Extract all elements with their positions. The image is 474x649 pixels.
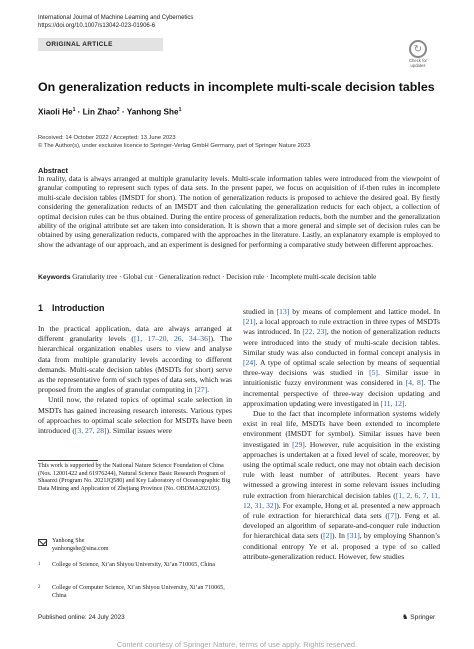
author-name[interactable]: Xiaoli He <box>38 107 73 117</box>
author-name[interactable]: Yanhong She <box>126 107 179 117</box>
copyright-notice: © The Author(s), under exclusive licence to Springer-Verlag GmbH Germany, part of Springer Nature 2023 <box>38 143 311 150</box>
keyword-item: Granularity tree <box>72 273 118 281</box>
affiliation-number: 1 <box>38 562 41 567</box>
body-text: In the practical application, data are always arranged at different granularity levels ( <box>38 324 232 344</box>
keywords-label: Keywords <box>38 274 71 281</box>
body-paragraph <box>243 307 440 409</box>
article-type-label: ORIGINAL ARTICLE <box>38 38 163 51</box>
citation-link[interactable]: [31] <box>347 531 360 541</box>
citation-link[interactable]: [1, 17–20, 26, 34–36] <box>133 334 211 344</box>
check-for-updates-label: Check for updates <box>409 58 427 68</box>
citation-link[interactable]: [29] <box>292 439 305 449</box>
body-paragraph <box>38 324 232 395</box>
author-affiliation-mark: 1 <box>178 107 182 113</box>
springer-horse-logo-icon: ♞ <box>402 614 409 621</box>
keywords-list <box>72 273 376 281</box>
body-text: by means of complement and lattice model. In <box>289 307 441 316</box>
citation-link[interactable]: [2] <box>323 531 332 541</box>
section-title: Introduction <box>52 303 105 313</box>
publisher-name: Springer <box>410 614 436 621</box>
affiliation-text: College of Computer Science, Xi’an Shiyou University, Xi’an 710065, China <box>52 585 225 599</box>
body-text: ). In <box>331 531 348 541</box>
footnote-divider <box>38 460 98 461</box>
affiliation-number: 2 <box>38 585 41 590</box>
body-text: Until now, the related topics of optimal scale selection in MSDTs has gained increasing research interests. Various types of approaches to optimal scale selection for MSDTs have been introduced ( <box>38 395 232 436</box>
citation-link[interactable]: [24] <box>243 358 256 368</box>
citation-link[interactable]: [7] <box>387 511 397 521</box>
citation-link[interactable]: [1, 2, 6, 7, 11, 12, 31, 32] <box>243 490 440 510</box>
citation-link[interactable]: [27] <box>194 385 208 395</box>
author-affiliation-mark: 2 <box>116 107 120 113</box>
body-text: . The incremental perspective of three-way decision updating and approximation updating were investigated in <box>243 378 441 408</box>
article-dates <box>38 134 310 150</box>
keyword-item: Incomplete multi-scale decision table <box>270 273 377 281</box>
envelope-icon <box>38 539 47 546</box>
citation-link[interactable]: [22, 23] <box>302 327 327 337</box>
funding-footnote: This work is supported by the National Nature Science Foundation of China (Nos. 12001422 and 61976244), Natural Science Basic Research Program of Shaanxi (Program No. 2021JQ580) and Key Laboratory of Oceanographic Big Data Mining and Application of Zhejiang Province (No. OBDMA202105). <box>38 463 231 492</box>
keyword-separator: · <box>264 273 271 281</box>
citation-link[interactable]: [4, 8] <box>405 378 424 388</box>
courtesy-watermark: Content courtesy of Springer Nature, terms of use apply. Rights reserved. <box>116 640 358 649</box>
corresponding-author <box>52 538 109 553</box>
citation-link[interactable]: [5] <box>369 368 378 378</box>
body-text: Due to the fact that incomplete information systems widely exist in real life, MSDTs have been extended to incomplete environment (IMSDT for symbol). Similar issues have been investigated in <box>243 409 440 449</box>
body-text: , the notion of generalization reducts were introduced into the study of multi-scale decision tables. Similar study was also conducted in formal concept analysis in <box>243 327 440 357</box>
body-paragraph <box>243 409 440 562</box>
journal-name: International Journal of Machine Learning and Cybernetics <box>38 15 194 21</box>
citation-link[interactable]: [21] <box>243 317 256 327</box>
author-affiliation-mark: 1 <box>72 107 76 113</box>
section-number: 1 <box>38 303 44 313</box>
author-list: Xiaoli $He^1$ · Lin Zhao$^2$ · Yanhong She$^1$ <box>38 107 182 117</box>
body-text: ). The hierarchical organization enables users to view and analyse data from multiple granularity levels according to different demands. Multi-scale decision tables (MSDTs for short) serve as the representative form of such types of data sets, which was proposed from the angles of granular computing in <box>38 334 232 395</box>
body-text: . However, rule acquisition in the existing approaches is undertaken at a fixed level of scale, moreover, by using the optimal scale reduct, one may not obtain each decision rule with least number of attributes. Recent years have witnessed a growing interest in some relevant issues including rule extraction from hierarchical decision tables ( <box>243 439 440 500</box>
citation-link[interactable]: [3, 27, 28] <box>74 426 107 436</box>
citation-link[interactable]: [11, 12] <box>380 398 405 408</box>
journal-doi-link[interactable]: https://doi.org/10.1007/s13042-023-01906-6 <box>38 23 156 29</box>
body-column-left <box>38 324 232 436</box>
body-text: . <box>207 385 210 395</box>
affiliation-text: College of Science, Xi’an Shiyou University, Xi’an 710065, China <box>52 562 215 568</box>
journal-header <box>38 14 193 30</box>
keyword-item: Generalization reduct <box>158 273 221 281</box>
keyword-item: Global cut <box>123 273 154 281</box>
corresponding-author-name: Yanhong She <box>52 538 85 544</box>
body-text: . Similar issue in intuitionistic fuzzy environment was considered in <box>243 368 440 388</box>
abstract-text: In reality, data is always arranged at multiple granularity levels. Multi-scale information tables were introduced from the viewpoint of granular computing to represent such types of data sets. In the present paper, we focus on acquisition of if-then rules in incomplete multi-scale decision tables (IMSDT for short). The notion of generalization reducts is proposed to achieve the desired goal. By firstly considering the generalization reducts of an IMSDT and then calculating the generalization reducts for each object, a collection of optimal decision rules can be thus obtained. During the entire process of generalization reducts, both the number and the generalization ability of the original attribute set are taken into consideration. It is shown that a more general and simple set of decision rules can be obtained by using generalization reducts, compared with the approaches in the literature. Lastly, an explanatory example is employed to show the advantage of our approach, and an experiment is designed for performing a comparative study between different approaches. <box>38 174 440 249</box>
citation-link[interactable]: [13] <box>276 307 290 316</box>
body-text: studied in <box>243 307 277 316</box>
keyword-separator: · <box>153 273 159 281</box>
springer-logo[interactable] <box>402 613 435 621</box>
corresponding-author-email[interactable]: yanhongshe@sina.com <box>52 545 109 552</box>
body-text: . <box>404 398 407 408</box>
body-text: ). Similar issues were <box>106 426 172 436</box>
check-for-updates-icon: ↻ <box>409 40 427 58</box>
keyword-separator: · <box>220 273 227 281</box>
body-column-right <box>243 307 440 562</box>
section-heading-introduction <box>38 303 105 313</box>
received-accepted-dates: Received: 14 October 2022 / Accepted: 13 June 2023 <box>38 135 176 141</box>
body-text: . A type of optimal scale selection by means of sequential three-way decisions was studied in <box>243 358 440 378</box>
article-title: On generalization reducts in incomplete multi-scale decision tables <box>38 80 435 94</box>
body-text: , a local approach to rule extraction in three types of MSDTs was introduced. In <box>243 317 440 337</box>
keywords-line <box>38 273 440 282</box>
body-text: , by employing Shannon’s conditional entropy Ye et al. proposed a type of so called attribute-generalization reduct. However, few studies <box>243 531 440 561</box>
keyword-item: Decision rule <box>226 273 265 281</box>
check-for-updates-badge[interactable] <box>405 40 431 68</box>
body-paragraph <box>38 395 232 436</box>
keyword-separator: · <box>117 273 124 281</box>
body-text: ). Feng et al. developed an algorithm of separate-and-conquer rule induction for hierarchical data sets ( <box>243 511 440 541</box>
author-name[interactable]: Lin Zhao <box>82 107 117 117</box>
published-online-date: Published online: 24 July 2023 <box>38 614 125 621</box>
body-text: ). For example, Hong et al. presented a new approach of rule extraction for hierarchical data sets ( <box>243 500 440 521</box>
abstract-heading: Abstract <box>38 166 68 175</box>
